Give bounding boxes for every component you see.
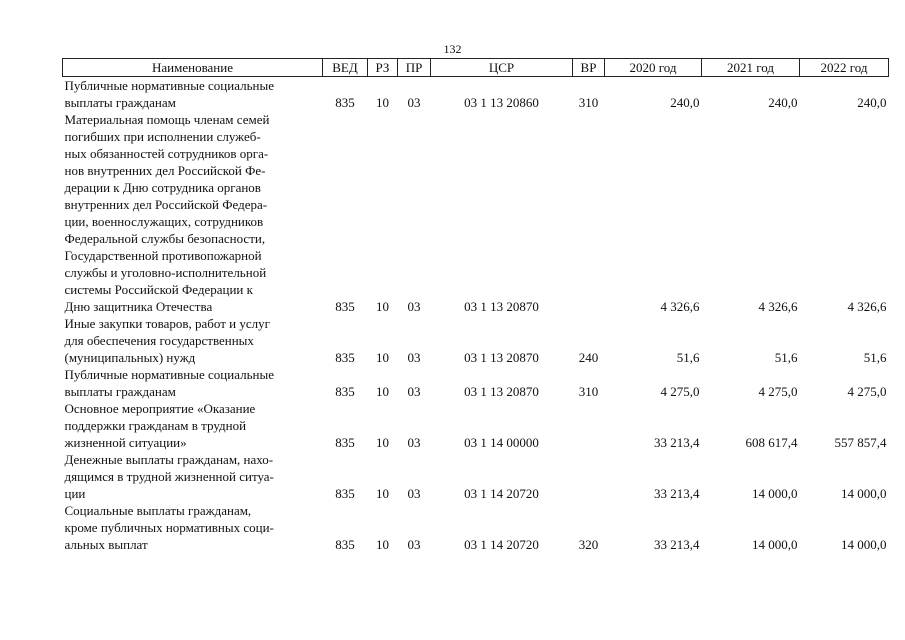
budget-table [62,58,889,553]
name-line: жизненной ситуации» [64,435,187,450]
cell-ved: 835 [335,350,355,365]
column-header-2022: 2022 год [800,59,889,77]
column-header-pr: ПР [398,59,431,77]
cell-2021: 4 326,6 [758,299,798,314]
name-line: нов внутренних дел Российской Фе- [64,163,266,178]
cell-name [63,502,323,553]
cell-2022: 14 000,0 [841,486,887,501]
cell-name [63,451,323,502]
name-line: Федеральной службы безопасности, [64,231,266,246]
table-row [63,400,889,451]
cell-vr [573,111,605,315]
name-line: Государственной противопожарной [64,248,262,263]
cell-2020: 33 213,4 [654,435,700,450]
name-line: погибших при исполнении служеб- [64,129,261,144]
cell-2021: 4 275,0 [758,384,798,399]
cell-2020: 4 275,0 [660,384,700,399]
name-line: для обеспечения государственных [64,333,254,348]
cell-csr: 03 1 13 20870 [464,384,539,399]
cell-pr: 03 [407,350,421,365]
cell-name [63,111,323,315]
name-line: системы Российской Федерации к [64,282,253,297]
column-header-2020: 2020 год [605,59,702,77]
cell-2021: 608 617,4 [745,435,798,450]
table-row [63,366,889,400]
cell-pr: 03 [407,95,421,110]
cell-pr: 03 [407,537,421,552]
table-header-row [63,59,889,77]
cell-rz: 10 [376,537,389,552]
cell-name [63,366,323,400]
cell-rz: 10 [376,384,389,399]
cell-2020: 33 213,4 [654,537,700,552]
name-line: выплаты гражданам [64,95,176,110]
cell-2022: 240,0 [857,95,887,110]
cell-csr: 03 1 14 20720 [464,537,539,552]
column-header-rz: РЗ [368,59,398,77]
column-header-2021: 2021 год [702,59,800,77]
cell-2021: 240,0 [768,95,798,110]
cell-csr: 03 1 14 00000 [464,435,539,450]
column-header-vr: ВР [573,59,605,77]
cell-pr: 03 [407,299,421,314]
table-row [63,77,889,112]
cell-csr: 03 1 13 20870 [464,350,539,365]
column-header-name: Наименование [63,59,323,77]
cell-csr: 03 1 13 20870 [464,299,539,314]
cell-name [63,400,323,451]
cell-rz: 10 [376,95,389,110]
cell-ved: 835 [335,435,355,450]
name-line: кроме публичных нормативных соци- [64,520,274,535]
cell-vr [573,400,605,451]
name-line: дерации к Дню сотрудника органов [64,180,261,195]
cell-csr: 03 1 13 20860 [464,95,539,110]
cell-2021: 51,6 [774,350,798,365]
cell-pr: 03 [407,435,421,450]
cell-2022: 51,6 [863,350,887,365]
cell-ved: 835 [335,486,355,501]
column-header-csr: ЦСР [431,59,573,77]
cell-pr: 03 [407,486,421,501]
cell-rz: 10 [376,350,389,365]
name-line: (муниципальных) нужд [64,350,196,365]
name-line: Иные закупки товаров, работ и услуг [64,316,270,331]
cell-2020: 240,0 [670,95,700,110]
cell-vr: 320 [578,537,599,552]
table-row [63,502,889,553]
name-line: внутренних дел Российской Федера- [64,197,268,212]
cell-rz: 10 [376,435,389,450]
cell-vr: 310 [578,95,599,110]
cell-2022: 557 857,4 [834,435,887,450]
cell-2021: 14 000,0 [752,537,798,552]
cell-2022: 4 326,6 [847,299,887,314]
cell-2020: 51,6 [676,350,700,365]
cell-2022: 14 000,0 [841,537,887,552]
cell-ved: 835 [335,537,355,552]
cell-pr: 03 [407,384,421,399]
name-line: ции [64,486,86,501]
name-line: Материальная помощь членам семей [64,112,270,127]
table-row [63,315,889,366]
name-line: Социальные выплаты гражданам, [64,503,252,518]
cell-name [63,315,323,366]
table-row [63,111,889,315]
name-line: поддержки гражданам в трудной [64,418,247,433]
column-header-ved: ВЕД [323,59,368,77]
cell-vr: 310 [578,384,599,399]
name-line: Денежные выплаты гражданам, нахо- [64,452,274,467]
cell-ved: 835 [335,299,355,314]
page-number: 132 [443,42,462,56]
cell-name [63,77,323,112]
cell-2022: 4 275,0 [847,384,887,399]
name-line: Публичные нормативные социальные [64,78,274,93]
name-line: Дню защитника Отечества [64,299,213,314]
name-line: ных обязанностей сотрудников орга- [64,146,269,161]
cell-ved: 835 [335,95,355,110]
cell-vr: 240 [578,350,599,365]
cell-2020: 33 213,4 [654,486,700,501]
name-line: выплаты гражданам [64,384,176,399]
cell-rz: 10 [376,486,389,501]
table-row [63,451,889,502]
cell-ved: 835 [335,384,355,399]
cell-2021: 14 000,0 [752,486,798,501]
cell-2020: 4 326,6 [660,299,700,314]
cell-rz: 10 [376,299,389,314]
name-line: дящимся в трудной жизненной ситуа- [64,469,274,484]
name-line: службы и уголовно-исполнительной [64,265,267,280]
name-line: ции, военнослужащих, сотрудников [64,214,264,229]
cell-vr [573,451,605,502]
name-line: Публичные нормативные социальные [64,367,274,382]
cell-csr: 03 1 14 20720 [464,486,539,501]
name-line: Основное мероприятие «Оказание [64,401,256,416]
name-line: альных выплат [64,537,148,552]
